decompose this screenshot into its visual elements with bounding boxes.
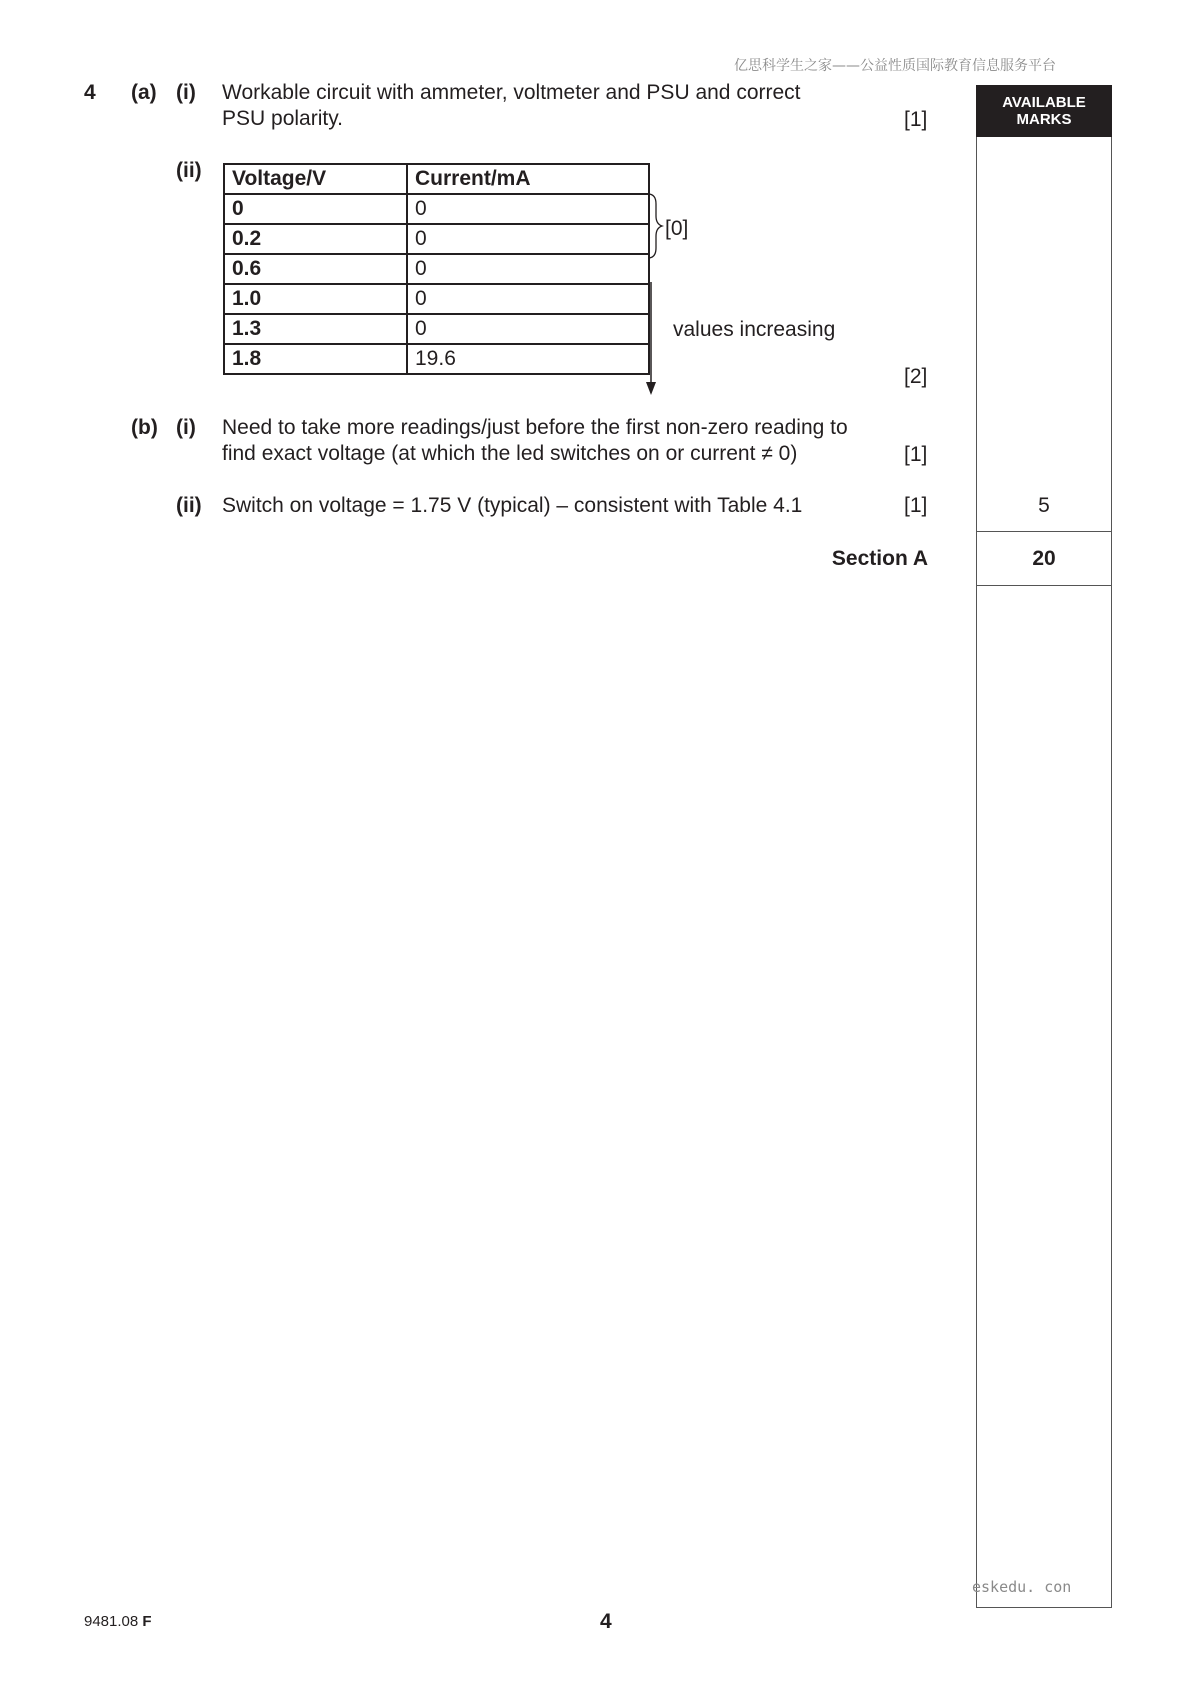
page-number: 4: [600, 1610, 612, 1633]
part-a-i-label: (i): [176, 81, 196, 104]
increasing-arrow-head: [646, 382, 656, 395]
section-total-label: Section A: [831, 547, 928, 570]
marks-header-line2: MARKS: [1016, 111, 1072, 128]
table-row: [224, 254, 649, 284]
part-b-ii-label: (ii): [176, 494, 202, 517]
question-number: 4: [84, 81, 96, 104]
current-cell: 0: [407, 284, 649, 314]
voltage-current-table: [223, 163, 650, 375]
section-total-value: 20: [1032, 547, 1056, 570]
part-b-i-line1: Need to take more readings/just before the first non-zero reading to: [222, 416, 848, 439]
part-b-i-label: (i): [176, 416, 196, 439]
arrow-note: values increasing: [673, 318, 836, 341]
table-row: [224, 314, 649, 344]
table-row: [224, 224, 649, 254]
voltage-cell: 1.0: [224, 284, 407, 314]
watermark: eskedu. con: [972, 1578, 1072, 1596]
marks-divider-2: [976, 585, 1112, 586]
part-b-ii-text: Switch on voltage = 1.75 V (typical) – consistent with Table 4.1: [222, 494, 803, 517]
footer-code: [84, 1613, 152, 1630]
part-a-i-line1: Workable circuit with ammeter, voltmeter and PSU and correct: [222, 81, 801, 104]
part-b-i-mark: [1]: [904, 443, 928, 466]
table-row: [224, 284, 649, 314]
available-marks-value: 5: [1038, 494, 1050, 517]
available-marks-header: [976, 85, 1112, 137]
table-header-row: [224, 164, 649, 194]
footer-code-number: 9481.08: [84, 1613, 139, 1630]
marks-divider-1: [976, 531, 1112, 532]
voltage-cell: 0.6: [224, 254, 407, 284]
part-b-label: (b): [131, 416, 158, 439]
part-a-label: (a): [131, 81, 157, 104]
part-b-ii-mark: [1]: [904, 494, 928, 517]
table-row: [224, 194, 649, 224]
curly-brace: [648, 194, 662, 258]
current-cell: 0: [407, 314, 649, 344]
brace-note: [0]: [665, 217, 689, 240]
footer-code-suffix: F: [142, 1613, 152, 1630]
voltage-cell: 1.8: [224, 344, 407, 374]
current-cell: 0: [407, 224, 649, 254]
part-a-ii-mark: [2]: [904, 365, 928, 388]
table-row: [224, 344, 649, 374]
table-header-current: Current/mA: [407, 164, 649, 194]
voltage-cell: 0: [224, 194, 407, 224]
table-header-voltage: Voltage/V: [224, 164, 407, 194]
marks-header-line1: AVAILABLE: [1002, 94, 1086, 111]
current-cell: 19.6: [407, 344, 649, 374]
current-cell: 0: [407, 194, 649, 224]
part-a-i-mark: [1]: [904, 108, 928, 131]
part-a-ii-label: (ii): [176, 159, 202, 182]
voltage-cell: 1.3: [224, 314, 407, 344]
part-a-i-line2: PSU polarity.: [222, 107, 343, 130]
current-cell: 0: [407, 254, 649, 284]
part-b-i-line2: find exact voltage (at which the led switches on or current ≠ 0): [222, 442, 798, 465]
header-note: 亿思科学生之家——公益性质国际教育信息服务平台: [734, 58, 1056, 74]
voltage-cell: 0.2: [224, 224, 407, 254]
available-marks-column: [976, 85, 1112, 1608]
